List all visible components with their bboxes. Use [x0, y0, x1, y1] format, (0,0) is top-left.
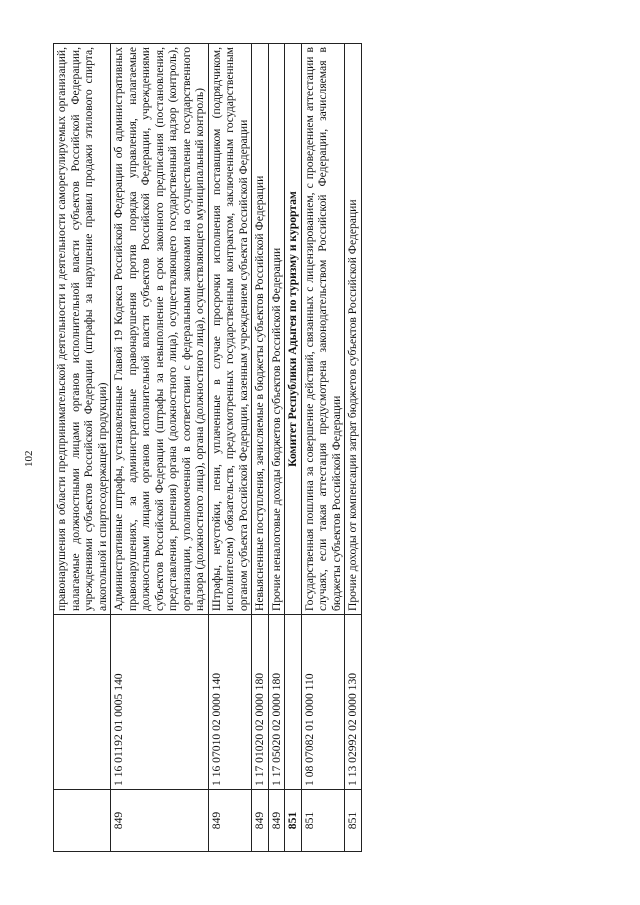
- admin-code-cell: 849: [268, 790, 285, 852]
- description-cell: Прочие неналоговые доходы бюджетов субъектов Российской Федерации: [268, 44, 285, 615]
- revenue-code-cell: 1 17 01020 02 0000 180: [252, 615, 269, 790]
- description-cell: Прочие доходы от компенсации затрат бюджетов субъектов Российской Федерации: [345, 44, 362, 615]
- table-row: [301, 44, 345, 852]
- admin-code-cell: 849: [252, 790, 269, 852]
- revenue-code-cell: 1 13 02992 02 0000 130: [345, 615, 362, 790]
- admin-code-cell: 849: [208, 790, 252, 852]
- table-row: [268, 44, 285, 852]
- description-cell: Государственная пошлина за совершение действий, связанных с лицензированием, с проведением аттестации в случаях, если такая аттестация предусмотрена законодательством Российской Федерации, зачисляемая в бюджеты субъектов Российской Федерации: [301, 44, 345, 615]
- description-cell: Комитет Республики Адыгея по туризму и курортам: [285, 44, 302, 615]
- admin-code-cell: 851: [285, 790, 302, 852]
- page-number: 102: [23, 450, 35, 467]
- admin-code-cell: 851: [301, 790, 345, 852]
- description-cell: Административные штрафы, установленные Главой 19 Кодекса Российской Федерации об административных правонарушениях, за административные правонарушения против порядка управления, налагаемые должностными лицами органов исполнительной власти субъектов Российской Федерации, учреждениями субъектов Российской Федерации (штрафы за невыполнение в срок законного предписания (постановления, представления, решения) органа (должностного лица), осуществляющего государственный надзор (контроль), организации, уполномоченной в соответствии с федеральными законами на осуществление государственного надзора (должностного лица), органа (должностного лица), осуществляющего муниципальный контроль): [111, 44, 209, 615]
- table-row: [252, 44, 269, 852]
- admin-code-cell: [54, 790, 111, 852]
- description-cell: правонарушения в области предпринимательской деятельности и деятельности саморегулируемых организаций, налагаемые должностными лицами органов исполнительной власти субъектов Российской Федерации, учреждениями субъектов Российской Федерации (штрафы за нарушение правил продажи этилового спирта, алкогольной и спиртосодержащей продукции): [54, 44, 111, 615]
- revenue-code-cell: 1 16 07010 02 0000 140: [208, 615, 252, 790]
- revenue-code-cell: 1 16 01192 01 0005 140: [111, 615, 209, 790]
- revenue-code-cell: [285, 615, 302, 790]
- description-cell: Штрафы, неустойки, пени, уплаченные в случае просрочки исполнения поставщиком (подрядчиком, исполнителем) обязательств, предусмотренных государственным контрактом, заключенным государственным органом субъекта Российской Федерации, казенным учреждением субъекта Российской Федерации: [208, 44, 252, 615]
- revenue-code-cell: [54, 615, 111, 790]
- revenue-code-cell: 1 17 05020 02 0000 180: [268, 615, 285, 790]
- table-row: [345, 44, 362, 852]
- table-row: [111, 44, 209, 852]
- table-body: [54, 44, 362, 852]
- revenue-codes-table: [53, 43, 362, 852]
- admin-code-cell: 851: [345, 790, 362, 852]
- section-header-row: [285, 44, 302, 852]
- description-cell: Невыясненные поступления, зачисляемые в бюджеты субъектов Российской Федерации: [252, 44, 269, 615]
- revenue-code-cell: 1 08 07082 01 0000 110: [301, 615, 345, 790]
- table-row: [208, 44, 252, 852]
- admin-code-cell: 849: [111, 790, 209, 852]
- table-row: [54, 44, 111, 852]
- rotated-page-content: [53, 44, 579, 852]
